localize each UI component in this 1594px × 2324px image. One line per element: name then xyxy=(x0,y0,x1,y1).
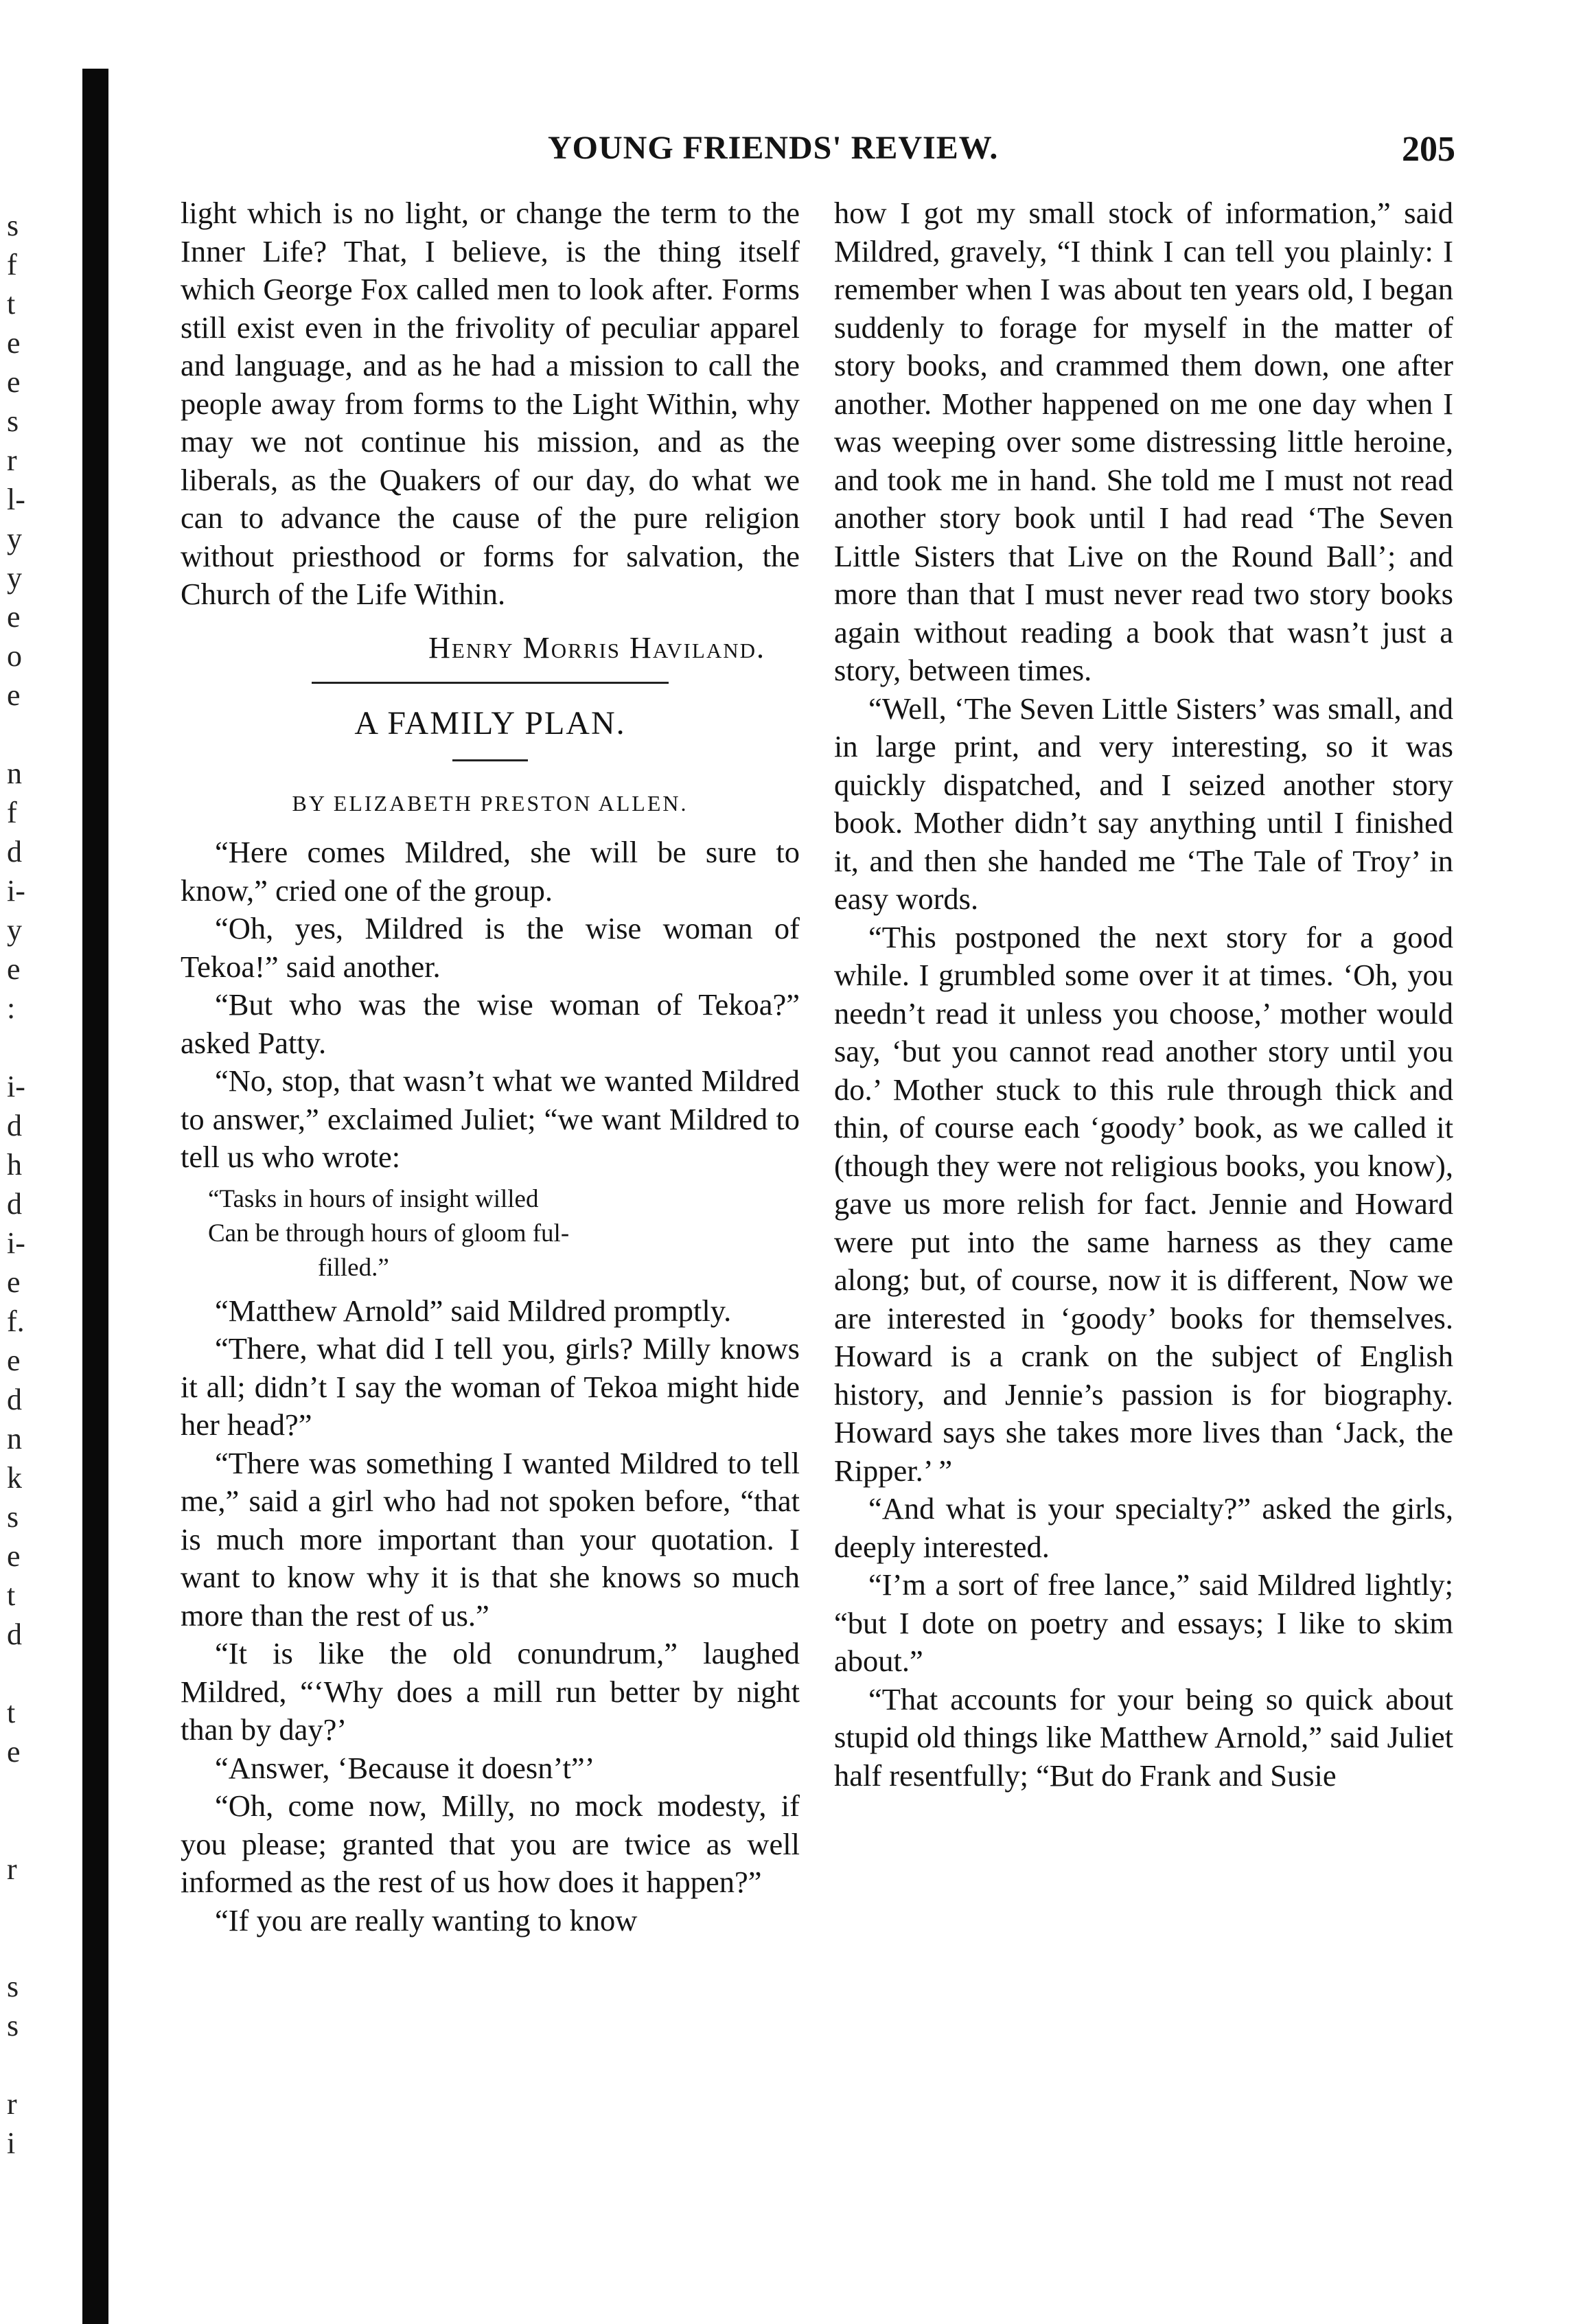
margin-fragment: h xyxy=(7,1148,22,1182)
verse-quotation xyxy=(208,1182,800,1285)
margin-fragment: e xyxy=(7,952,21,986)
right-column xyxy=(834,194,1453,1795)
margin-fragment: s xyxy=(7,1500,19,1534)
margin-fragment: s xyxy=(7,209,19,242)
margin-fragment xyxy=(7,1771,69,1810)
margin-fragment: s xyxy=(7,2009,19,2043)
section-divider xyxy=(312,682,669,684)
margin-fragment: l- xyxy=(7,483,25,516)
binding-gutter xyxy=(82,69,108,2324)
margin-fragment: e xyxy=(7,600,21,634)
article-title: A FAMILY PLAN. xyxy=(354,705,626,741)
paragraph: “If you are really wanting to know xyxy=(215,1902,638,1937)
margin-fragment: r xyxy=(7,2087,17,2121)
margin-fragment: n xyxy=(7,757,22,790)
paragraph: “Here comes Mildred, she will be sure to know,” cried one of the group. xyxy=(181,835,800,908)
page-number: 205 xyxy=(1402,130,1455,169)
paragraph: how I got my small stock of information,” said Mildred, gravely, “I think I can tell you plainly: I remember when I was about ten years old, I began suddenly to forage for myself in the matter of story books, and crammed them down, one after another. Mother happened on me one day when I was weeping over some distressing little heroine, and took me in hand. She told me I must not read another story book until I had read ‘The Seven Little Sisters that Live on the Round Ball’; and more than that I must never read two story books again without reading a book that wasn’t just a story, between times. xyxy=(834,196,1453,687)
margin-fragment: f xyxy=(7,248,17,281)
margin-fragment xyxy=(7,1810,69,1850)
margin-fragment: e xyxy=(7,1265,21,1299)
margin-fragment: f xyxy=(7,796,17,829)
margin-fragment: r xyxy=(7,444,17,477)
margin-fragment: n xyxy=(7,1422,22,1456)
margin-fragment xyxy=(7,1654,69,1693)
margin-fragment: f. xyxy=(7,1304,25,1338)
margin-fragment: i xyxy=(7,2126,16,2160)
margin-fragment: d xyxy=(7,1187,22,1221)
paragraph: “There, what did I tell you, girls? Milly knows it all; didn’t I say the woman of Tekoa might hide her head?” xyxy=(181,1331,800,1442)
paragraph: “And what is your specialty?” asked the girls, deeply interested. xyxy=(834,1491,1453,1564)
margin-fragment: s xyxy=(7,404,19,438)
margin-fragment xyxy=(7,715,69,754)
margin-fragment: i- xyxy=(7,1070,25,1103)
margin-fragment xyxy=(7,2045,69,2084)
paragraph: “That accounts for your being so quick about stupid old things like Matthew Arnold,” said Juliet half resentfully; “But do Frank and Susie xyxy=(834,1681,1453,1793)
margin-fragment: y xyxy=(7,522,22,555)
margin-fragment xyxy=(7,1889,69,1928)
left-column xyxy=(181,194,800,1940)
margin-fragment: t xyxy=(7,1578,16,1612)
margin-fragment: d xyxy=(7,1618,22,1651)
verse-line: “Tasks in hours of insight willed xyxy=(208,1184,539,1213)
margin-fragment: e xyxy=(7,1539,21,1573)
margin-fragment: d xyxy=(7,1109,22,1142)
byline: BY ELIZABETH PRESTON ALLEN. xyxy=(292,790,689,816)
margin-fragment: d xyxy=(7,835,22,868)
margin-fragment: k xyxy=(7,1461,22,1495)
margin-fragment: i- xyxy=(7,874,25,908)
margin-fragment: s xyxy=(7,1970,19,2003)
paragraph: “It is like the old conundrum,” laughed Mildred, “‘Why does a mill run better by night than by day?’ xyxy=(181,1636,800,1747)
margin-fragment: y xyxy=(7,913,22,947)
paragraph: “But who was the wise woman of Tekoa?” asked Patty. xyxy=(181,987,800,1060)
verse-line: Can be through hours of gloom ful- xyxy=(208,1219,570,1247)
margin-fragment: y xyxy=(7,561,22,595)
paragraph: “Matthew Arnold” said Mildred promptly. xyxy=(215,1293,732,1328)
author-signature: Henry Morris Haviland. xyxy=(428,630,765,665)
title-rule xyxy=(452,759,528,761)
margin-fragment: t xyxy=(7,1696,16,1729)
paragraph: “Oh, come now, Milly, no mock modesty, if you please; granted that you are twice as well informed as the rest of us how does it happen?” xyxy=(181,1788,800,1899)
paragraph: “Answer, ‘Because it doesn’t”’ xyxy=(215,1750,595,1785)
margin-fragment: e xyxy=(7,1735,21,1769)
margin-fragment xyxy=(7,1928,69,1967)
paragraph: “There was something I wanted Mildred to tell me,” said a girl who had not spoken before, “that is much more important than your quotation. I want to know why it is that she knows so much more than the rest of us.” xyxy=(181,1445,800,1633)
margin-fragment: o xyxy=(7,639,22,673)
paragraph: “This postponed the next story for a good while. I grumbled some over it at times. ‘Oh, you needn’t read it unless you choose,’ mother would say, ‘but you cannot read another story until you do.’ Mother stuck to this rule through thick and thin, of course each ‘goody’ book, as we called it (though they were not religious books, you know), gave us more relish for fact. Jennie and Howard were put into the same harness as they came along; but, of course, now it is different, Now we are interested in ‘goody’ books for themselves. Howard is a crank on the subject of English history, and Jennie’s passion is for biography. Howard says she takes more lives than ‘Jack, the Ripper.’ ” xyxy=(834,919,1453,1488)
paragraph: “Well, ‘The Seven Little Sisters’ was small, and in large print, and very interesting, so it was quickly dispatched, and I seized another story book. Mother didn’t say anything until I finished it, and then she handed me ‘The Tale of Troy’ in easy words. xyxy=(834,691,1453,916)
margin-fragment: : xyxy=(7,991,16,1025)
running-head: YOUNG FRIENDS' REVIEW. xyxy=(548,130,999,166)
margin-fragment xyxy=(7,1028,69,1067)
margin-fragment: e xyxy=(7,678,21,712)
margin-fragment: i- xyxy=(7,1226,25,1260)
margin-fragment: t xyxy=(7,287,16,321)
margin-fragment: d xyxy=(7,1383,22,1416)
paragraph: “No, stop, that wasn’t what we wanted Mildred to answer,” exclaimed Juliet; “we want Mildred to tell us who wrote: xyxy=(181,1063,800,1174)
margin-fragment: e xyxy=(7,326,21,360)
margin-fragment: e xyxy=(7,365,21,399)
margin-fragment: r xyxy=(7,1852,17,1886)
margin-fragment: e xyxy=(7,1344,21,1377)
page-header xyxy=(185,124,1455,185)
paragraph: light which is no light, or change the term to the Inner Life? That, I believe, is the thing itself which George Fox called men to look after. Forms still exist even in the frivolity of peculiar apparel and language, and as he had a mission to call the people away from forms to the Light Within, why may we not continue his mission, and as the liberals, as the Quakers of our day, do what we can to advance the cause of the pure religion without priesthood or forms for salvation, the Church of the Life Within. xyxy=(181,196,800,611)
adjacent-page-margin xyxy=(7,206,69,2163)
paragraph: “I’m a sort of free lance,” said Mildred lightly; “but I dote on poetry and essays; I like to skim about.” xyxy=(834,1567,1453,1678)
verse-line: filled.” xyxy=(318,1253,389,1282)
paragraph: “Oh, yes, Mildred is the wise woman of Tekoa!” said another. xyxy=(181,911,800,984)
